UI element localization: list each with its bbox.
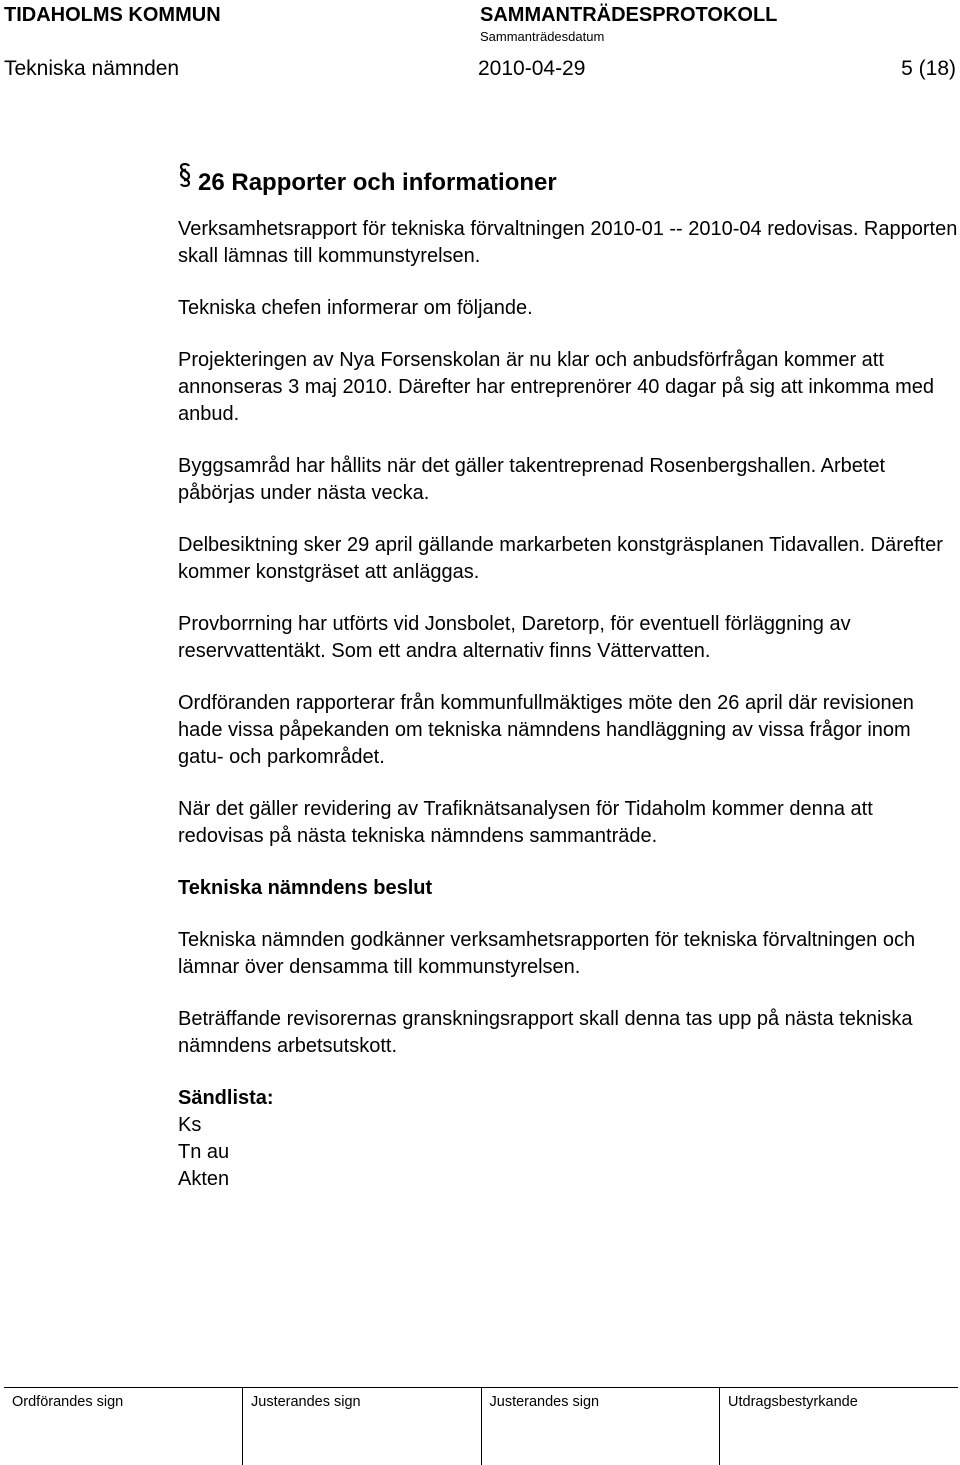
page-number: 5 (18)	[901, 57, 956, 81]
paragraph-tidavallen: Delbesiktning sker 29 april gällande markarbeten konstgräsplanen Tidavallen. Därefter kommer konstgräset att anläggas.	[178, 532, 958, 586]
section-title: 26 Rapporter och informationer	[198, 169, 557, 196]
adjuster-signature-cell: Justerandes sign	[481, 1388, 720, 1465]
decision-paragraph-audit: Beträffande revisorernas granskningsrapport skall denna tas upp på nästa tekniska nämndens arbetsutskott.	[178, 1006, 958, 1060]
meeting-date: 2010-04-29	[478, 57, 585, 81]
adjuster-signature-cell: Justerandes sign	[243, 1388, 482, 1465]
document-type: SAMMANTRÄDESPROTOKOLL	[480, 4, 777, 27]
paragraph-trafiknatsanalys: När det gäller revidering av Trafiknätsanalysen för Tidaholm kommer denna att redovisas på nästa tekniska nämndens sammanträde.	[178, 796, 958, 850]
paragraph-chief-informs: Tekniska chefen informerar om följande.	[178, 295, 958, 322]
distribution-heading: Sändlista:	[178, 1085, 958, 1112]
section-heading	[178, 164, 557, 199]
paragraph-ordforanden: Ordföranden rapporterar från kommunfullmäktiges möte den 26 april där revisionen hade vissa påpekanden om tekniska nämndens handläggning av vissa frågor inom gatu- och parkområdet.	[178, 690, 958, 771]
distribution-item: Akten	[178, 1166, 958, 1193]
signature-footer	[4, 1387, 958, 1465]
chairman-signature-cell: Ordförandes sign	[4, 1388, 243, 1465]
paragraph-rosenbergshallen: Byggsamråd har hållits när det gäller takentreprenad Rosenbergshallen. Arbetet påbörjas under nästa vecka.	[178, 453, 958, 507]
paragraph-report: Verksamhetsrapport för tekniska förvaltningen 2010-01 -- 2010-04 redovisas. Rapporten skall lämnas till kommunstyrelsen.	[178, 216, 958, 270]
distribution-item: Tn au	[178, 1139, 958, 1166]
organization-name: TIDAHOLMS KOMMUN	[4, 4, 221, 27]
decision-paragraph-approval: Tekniska nämnden godkänner verksamhetsrapporten för tekniska förvaltningen och lämnar över densamma till kommunstyrelsen.	[178, 927, 958, 981]
certification-cell: Utdragsbestyrkande	[720, 1388, 959, 1465]
paragraph-provborrning: Provborrning har utförts vid Jonsbolet, Daretorp, för eventuell förläggning av reservvattentäkt. Som ett andra alternativ finns Vättervatten.	[178, 611, 958, 665]
minutes-body	[178, 216, 958, 1193]
date-caption: Sammanträdesdatum	[480, 29, 604, 44]
distribution-list	[178, 1112, 958, 1193]
committee-name: Tekniska nämnden	[4, 57, 179, 81]
paragraph-forsenskolan: Projekteringen av Nya Forsenskolan är nu klar och anbudsförfrågan kommer att annonseras 3 maj 2010. Därefter har entreprenörer 40 dagar på sig att inkomma med anbud.	[178, 347, 958, 428]
decision-heading: Tekniska nämndens beslut	[178, 875, 958, 902]
distribution-item: Ks	[178, 1112, 958, 1139]
section-sign-icon	[178, 162, 192, 188]
